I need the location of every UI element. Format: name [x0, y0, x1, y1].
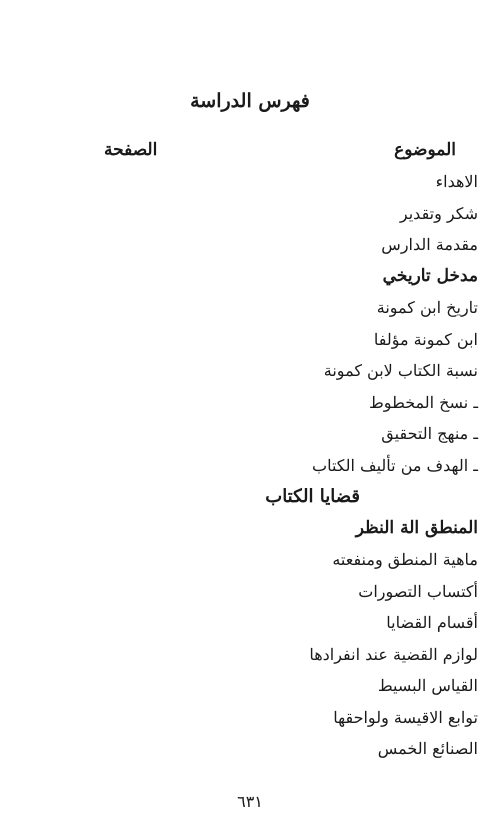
contents-entry: المنطق الة النظر	[355, 517, 478, 538]
contents-entry: شكر وتقدير	[399, 203, 478, 223]
contents-entry: مقدمة الدارس	[381, 235, 478, 254]
page-title: فهرس الدراسة	[190, 90, 310, 112]
section-heading: قضايا الكتاب	[265, 486, 360, 507]
contents-entry: ـ الهدف من تأليف الكتاب	[312, 455, 478, 475]
column-header-topic: الموضوع	[394, 140, 456, 160]
contents-entry: توابع الاقيسة ولواحقها	[333, 707, 478, 727]
contents-entry: نسبة الكتاب لابن كمونة	[323, 361, 478, 380]
page-number: ٦٣١	[237, 792, 263, 811]
contents-entry: تاريخ ابن كمونة	[376, 298, 478, 317]
contents-entry: لوازم القضية عند انفرادها	[309, 644, 478, 664]
contents-entry: أقسام القضايا	[386, 613, 478, 632]
contents-entry: ـ منهج التحقيق	[381, 424, 478, 443]
contents-list	[38, 166, 478, 765]
contents-entry: أكتساب التصورات	[358, 581, 478, 601]
contents-entry: الاهداء	[435, 172, 478, 191]
contents-entry: مدخل تاريخي	[382, 265, 478, 286]
contents-entry: القياس البسيط	[377, 676, 478, 695]
contents-entry: الصنائع الخمس	[377, 739, 478, 758]
contents-entry: ابن كمونة مؤلفا	[373, 329, 478, 349]
column-header-page: الصفحة	[104, 140, 158, 160]
contents-entry: ـ نسخ المخطوط	[369, 392, 478, 412]
contents-entry: ماهية المنطق ومنفعته	[332, 550, 478, 569]
